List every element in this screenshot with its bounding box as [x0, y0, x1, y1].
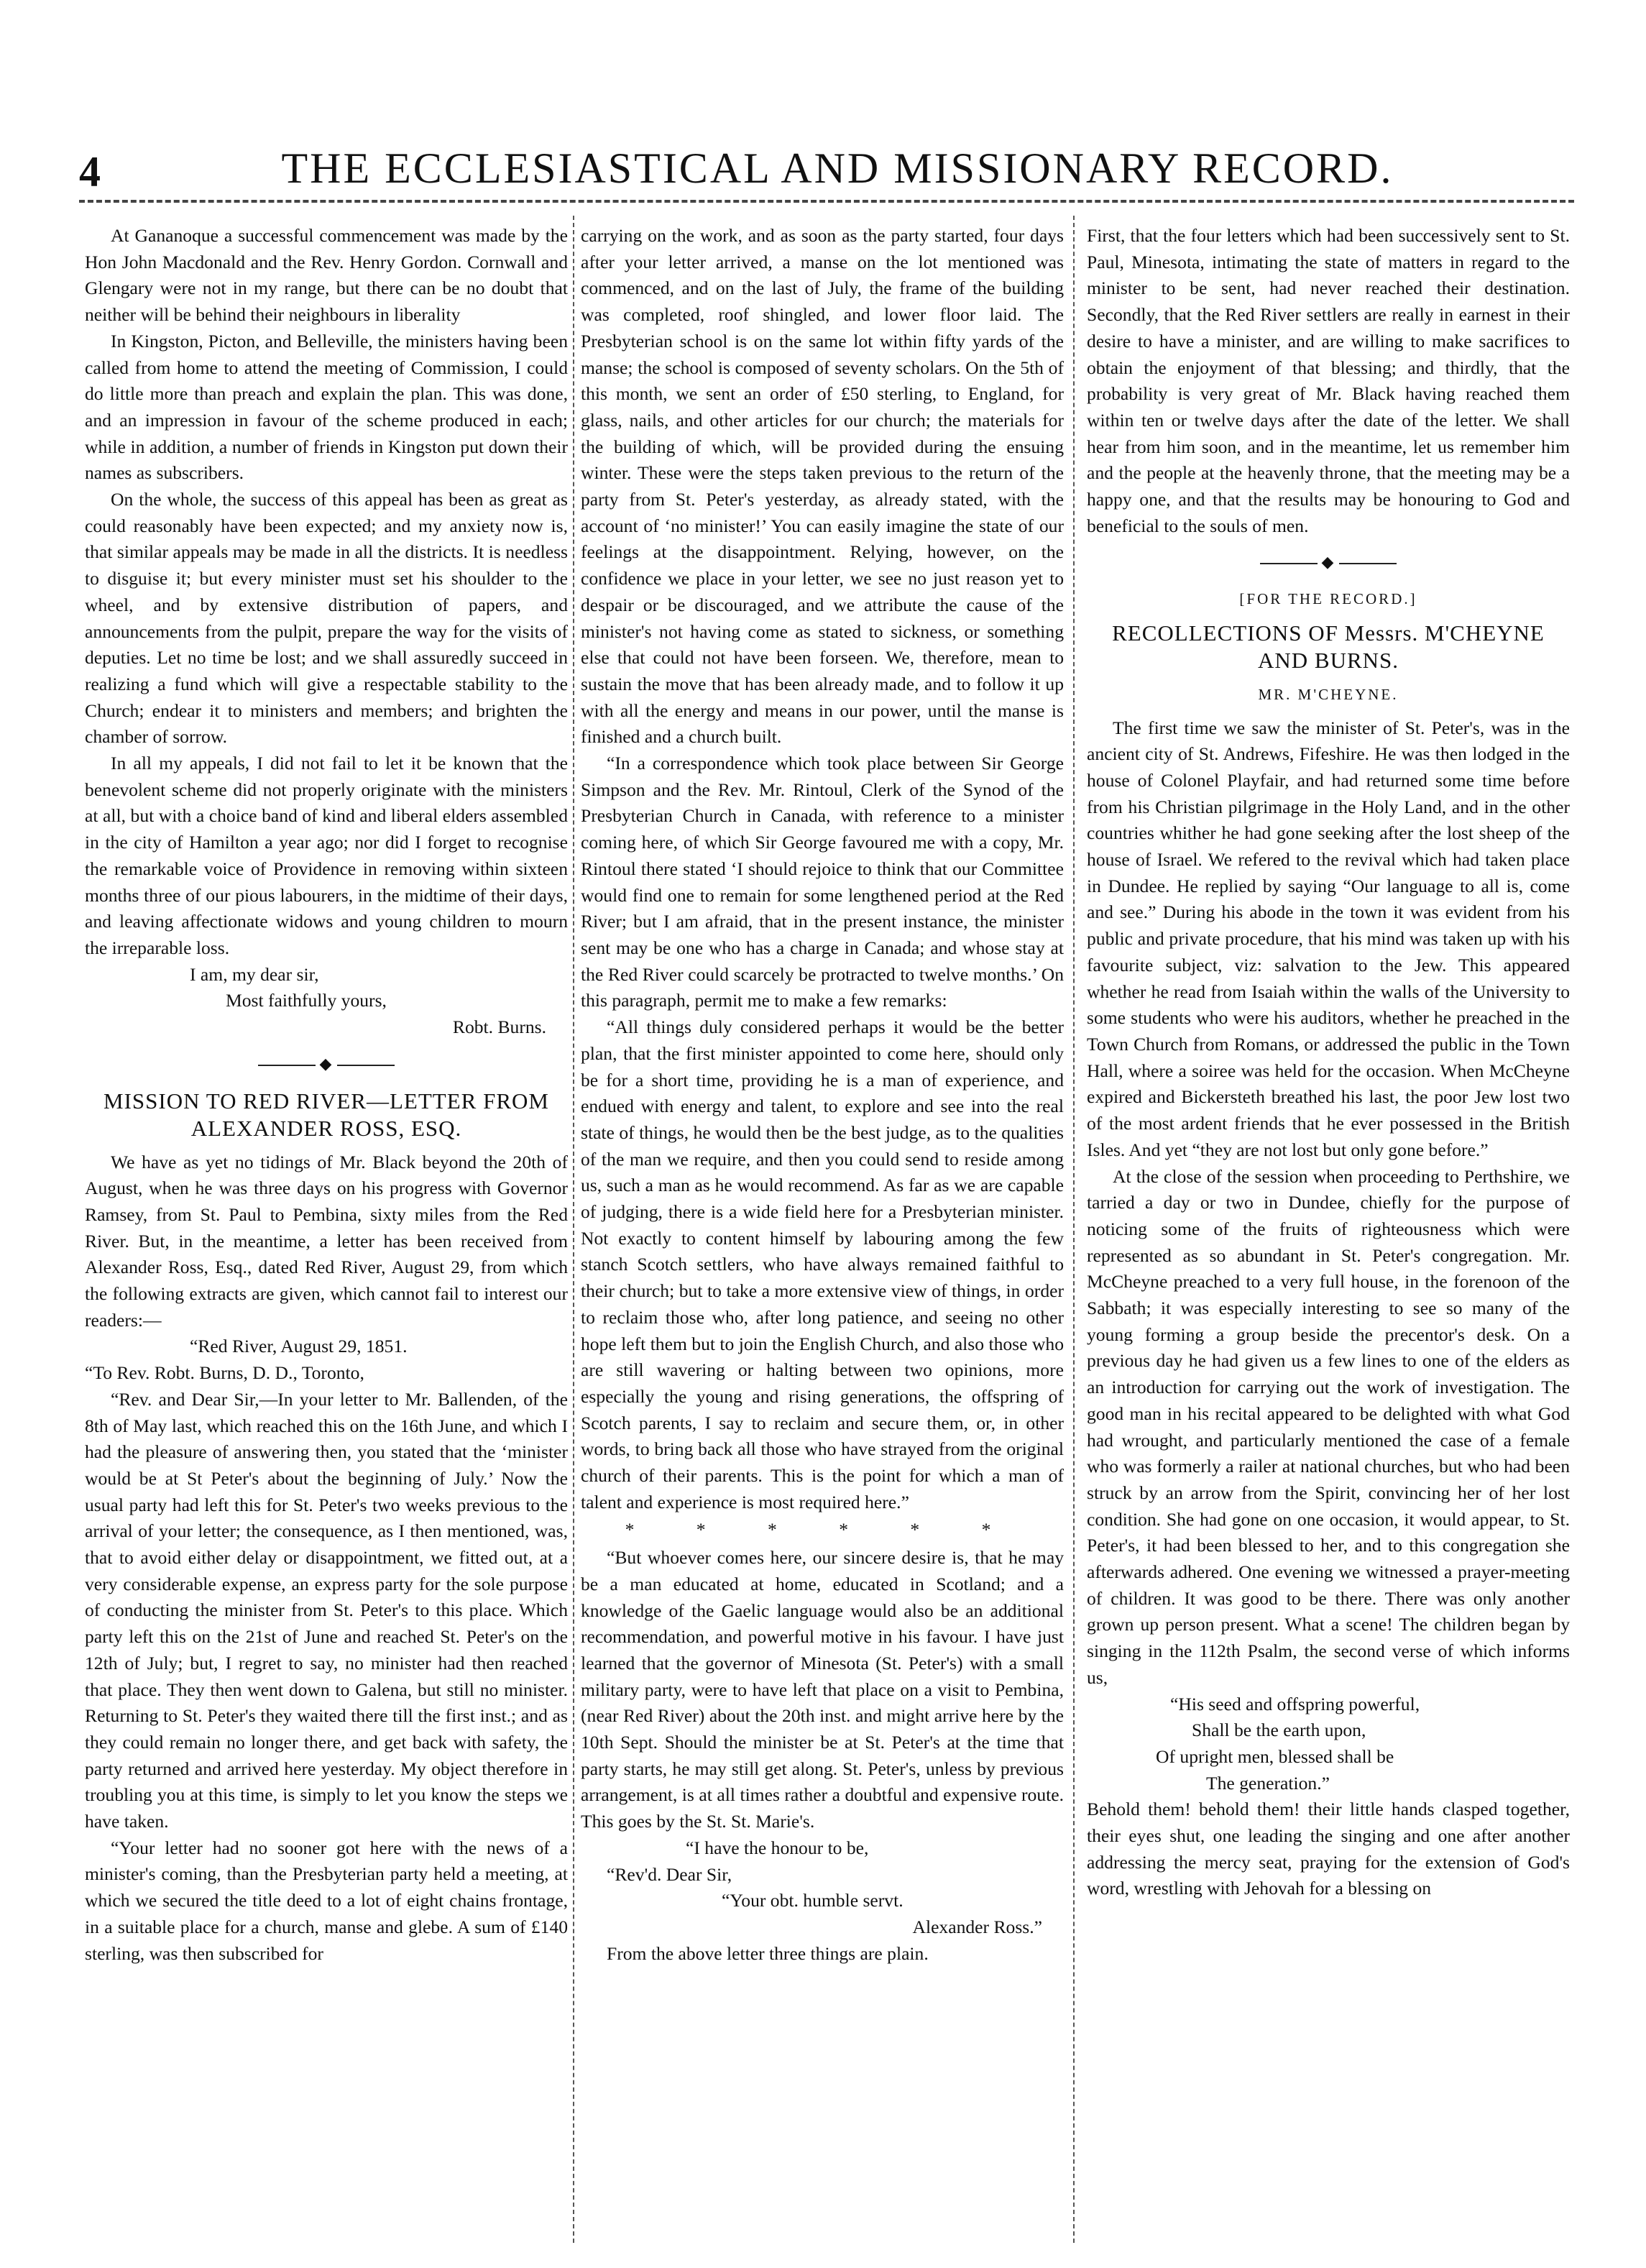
paragraph: From the above letter three things are plain.: [607, 1942, 929, 1964]
paragraph: In all my appeals, I did not fail to let it be known that the benevolent scheme did not properly originate with the ministers at all, but with a choice band of kind and liberal elders assembled in the city of Hamilton a year ago; nor did I forget to recognise the remarkable voice of Providence in removing within sixteen months three of our pious labourers, in the midtime of their days, and leaving affectionate widows and young children to mourn the irreparable loss.: [85, 753, 568, 958]
section-ornament: ◆: [85, 1051, 568, 1078]
paragraph: At Gananoque a successful commencement was made by the Hon John Macdonald and the Rev. Henry Gordon. Cornwall and Glengary were not in my range, but there can be no doubt that neither will be behind their neighbours in liberality: [85, 225, 568, 326]
ellipsis-stars: * * * * * *: [625, 1519, 1020, 1541]
letter-closing: “Rev'd. Dear Sir,: [607, 1863, 732, 1885]
section-label: [FOR THE RECORD.]: [1239, 590, 1417, 608]
article-heading: MISSION TO RED RIVER—LETTER FROM ALEXANDER ROSS, ESQ.: [104, 1088, 549, 1141]
paragraph: In Kingston, Picton, and Belleville, the ministers having been called from home to attend the meeting of Commission, I could do little more than preach and explain the plan. This was done, and an impression in favour of the scheme produced in each; while in addition, a number of friends in Kingston put down their names as subscribers.: [85, 330, 568, 484]
column-2: [581, 223, 1064, 2243]
masthead-title: THE ECCLESIASTICAL AND MISSIONARY RECORD.: [281, 144, 1394, 192]
paragraph: The first time we saw the minister of St. Peter's, was in the ancient city of St. Andrews, Fifeshire. He was then lodged in the house of Colonel Playfair, and had returned some time before from his Christian pilgrimage in the Holy Land, and in the other countries whither he had gone seeking after the lost sheep of the house of Israel. We refered to the revival which had taken place in Dundee. He replied by saying “Our language to all is, come and see.” During his abode in the town it was evident from his public and private procedure, that his mind was taken up with his favourite subject, viz: salvation to the Jew. This appeared whether he read from Isaiah within the walls of the University to some students who were his auditors, whether he preached in the Town Church from Romans, or addressed the public in the Town Hall, where a soiree was held for the occasion. When McCheyne expired and Bickersteth breathed his last, the poor Jew lost two of the most ardent friends that he ever possessed in the British Isles. And yet “they are not lost but only gone before.”: [1087, 717, 1570, 1160]
paragraph: Behold them! behold them! their little hands clasped together, their eyes shut, one leading the singing and one after another addressing the mercy seat, praying for the extension of God's word, wrestling with Jehovah for a blessing on: [1087, 1799, 1570, 1899]
paragraph: “All things duly considered perhaps it would be the better plan, that the first minister appointed to come here, should only be for a short time, providing he is a man of experience, and endued with energy and talent, to explore and see into the real state of things, he would then be the best judge, as to the qualities of the man we require, and then you could send to reside among us, such a man as he would recommend. As far as we are capable of judging, there is a wide field here for a Presbyterian minister. Not exactly to content himself by labouring among the few stanch Scotch settlers, who have always remained faithful to their church; but to take a more extensive view of things, in order to reclaim those who, after long patience, and seeing no other hope left them but to join the English Church, and also those who are still wavering or halting between two opinions, more especially the young and rising generations, the offspring of Scotch parents, I say to reclaim and secure them, or, in other words, to bring back all those who have strayed from the original church of their parents. This is the point for which a man of talent and experience is most required here.”: [581, 1016, 1064, 1512]
letter-closing: Most faithfully yours,: [226, 990, 387, 1011]
header-rule: [79, 200, 1574, 203]
letter-closing: “Your obt. humble servt.: [722, 1890, 904, 1911]
letter-closing: “I have the honour to be,: [686, 1837, 869, 1858]
letter-signature: Robt. Burns.: [452, 1016, 546, 1038]
paragraph: First, that the four letters which had been successively sent to St. Paul, Minesota, intimating the state of matters in regard to the minister to be sent, had never reached their destination. Secondly, that the Red River settlers are really in earnest in their desire to have a minister, and are willing to make sacrifices to obtain the enjoyment of that blessing; and thirdly, that the probability is very great of Mr. Black having reached them within ten or twelve days after the date of the letter. We shall hear from him soon, and in the meantime, let us remember him and the people at the heavenly throne, that the meeting may be a happy one, and that the results may be honouring to God and beneficial to the souls of men.: [1087, 225, 1570, 536]
paragraph: At the close of the session when proceeding to Perthshire, we tarried a day or two in Dundee, chiefly for the purpose of noticing some of the fruits of righteousness which were represented as so abundant in St. Peter's congregation. Mr. McCheyne preached to a very full house, in the forenoon of the Sabbath; it was especially interesting to see so many of the young forming a group beside the precentor's desk. On a previous day he had given us a few lines to one of the elders as an introduction for carrying out the work of investigation. The good man in his recital appeared to be delighted with what God had wrought, and particularly mentioned the case of a female who was formerly a railer at national churches, but who had been struck by an arrow from the Spirit, convincing her of her lost condition. She had gone on one occasion, it would appear, to St. Peter's, it had been blessed to her, and to this congregation she afterwards adhered. One evening we witnessed a prayer-meeting of children. It was good to be there. There was only another grown up person present. What a scene! The children began by singing in the 112th Psalm, the second verse of which informs us,: [1087, 1165, 1570, 1688]
column-divider: [573, 216, 574, 2243]
verse-line: “His seed and offspring powerful,: [1170, 1693, 1420, 1714]
letter-signature: Alexander Ross.”: [912, 1916, 1042, 1937]
article-subheading: MR. M'CHEYNE.: [1258, 685, 1399, 703]
section-ornament: ◆: [1087, 549, 1570, 576]
page-number: 4: [79, 148, 101, 196]
letter-address: “To Rev. Robt. Burns, D. D., Toronto,: [85, 1362, 364, 1384]
paragraph: carrying on the work, and as soon as the party started, four days after your letter arrived, a manse on the lot mentioned was commenced, and on the last of July, the frame of the building was completed, roof shingled, and lower floor laid. The Presbyterian school is on the same lot within fifty yards of the manse; the school is composed of seventy scholars. On the 5th of this month, we sent an order of £50 sterling, to England, for glass, nails, and other articles for our church; the materials for the building of which, will be provided during the ensuing winter. These were the steps taken previous to the return of the party from St. Peter's yesterday, as already stated, with the account of ‘no minister!’ You can easily imagine the state of our feelings at the disappointment. Relying, however, on the confidence we place in your letter, we see no just reason yet to despair or be discouraged, and we attribute the cause of the minister's not having come as stated to sickness, or something else that could not have been forseen. We, therefore, mean to sustain the move that has been already made, and to follow it up with all the energy and means in our power, until the manse is finished and a church built.: [581, 225, 1064, 748]
paragraph: “But whoever comes here, our sincere desire is, that he may be a man educated at home, educated in Scotland; and a knowledge of the Gaelic language would also be an additional recommendation, and powerful motive in his favour. I have just learned that the governor of Minesota (St. Peter's) with a small military party, were to have left that place on a visit to Pembina, (near Red River) about the 20th inst. and might arrive here by the 10th Sept. Should the minister be at St. Peter's at the time that party starts, he may still get along. St. Peter's, unless by previous arrangement, is at all times rather a doubtful and expensive route. This goes by the St. St. Marie's.: [581, 1547, 1064, 1832]
paragraph: “Your letter had no sooner got here with the news of a minister's coming, than the Presbyterian party held a meeting, at which we secured the title deed to a lot of eight chains frontage, in a suitable place for a church, manse and glebe. A sum of £140 sterling, was then subscribed for: [85, 1837, 568, 1964]
verse-line: The generation.”: [1206, 1772, 1330, 1794]
paragraph: “In a correspondence which took place between Sir George Simpson and the Rev. Mr. Rintoul, Clerk of the Synod of the Presbyterian Church in Canada, with reference to a minister coming here, of which Sir George favoured me with a copy, Mr. Rintoul there stated ‘I should rejoice to think that our Committee would find one to remain for some lengthened period at the Red River; but I am afraid, that in the present instance, the minister sent may be one who has a charge in Canada; and whose stay at the Red River could scarcely be protracted to twelve months.’ On this paragraph, permit me to make a few remarks:: [581, 753, 1064, 1011]
verse-line: Shall be the earth upon,: [1192, 1720, 1366, 1741]
column-divider: [1073, 216, 1075, 2243]
letter-dateline: “Red River, August 29, 1851.: [190, 1336, 408, 1357]
article-heading: RECOLLECTIONS OF Messrs. M'CHEYNE AND BURNS.: [1112, 620, 1545, 673]
column-3: [1087, 223, 1570, 2243]
paragraph: We have as yet no tidings of Mr. Black beyond the 20th of August, when he was three days on his progress with Governor Ramsey, from St. Paul to Pembina, sixty miles from the Red River. But, in the meantime, a letter has been received from Alexander Ross, Esq., dated Red River, August 29, from which the following extracts are given, which cannot fail to interest our readers:—: [85, 1151, 568, 1331]
paragraph: On the whole, the success of this appeal has been as great as could reasonably have been expected; and my anxiety now is, that similar appeals may be made in all the districts. It is needless to disguise it; but every minister must set his shoulder to the wheel, and by extensive distribution of papers, and announcements from the pulpit, prepare the way for the visits of deputies. Let no time be lost; and we shall assuredly succeed in realizing a fund which will give a respectable stability to the Church; endear it to ministers and members; and brighten the chamber of sorrow.: [85, 489, 568, 748]
column-1: [85, 223, 568, 2243]
paragraph: “Rev. and Dear Sir,—In your letter to Mr. Ballenden, of the 8th of May last, which reached this on the 16th June, and which I had the pleasure of answering then, you stated that the ‘minister would be at St Peter's about the beginning of July.’ Now the usual party had left this for St. Peter's two weeks previous to the arrival of your letter; the consequence, as I then mentioned, was, that to avoid either delay or disappointment, we fitted out, at a very considerable expense, an express party for the sole purpose of conducting the minister from St. Peter's to this place. Which party left this on the 21st of June and reached St. Peter's on the 12th of July; but, I regret to say, no minister had then reached that place. They then went down to Galena, but still no minister. Returning to St. Peter's they waited there till the first inst.; and as they could remain no longer there, and get back with safety, the party returned and arrived here yesterday. My object therefore in troubling you at this time, is simply to let you know the steps we have taken.: [85, 1388, 568, 1832]
verse-line: Of upright men, blessed shall be: [1156, 1745, 1394, 1767]
letter-closing: I am, my dear sir,: [190, 963, 319, 985]
